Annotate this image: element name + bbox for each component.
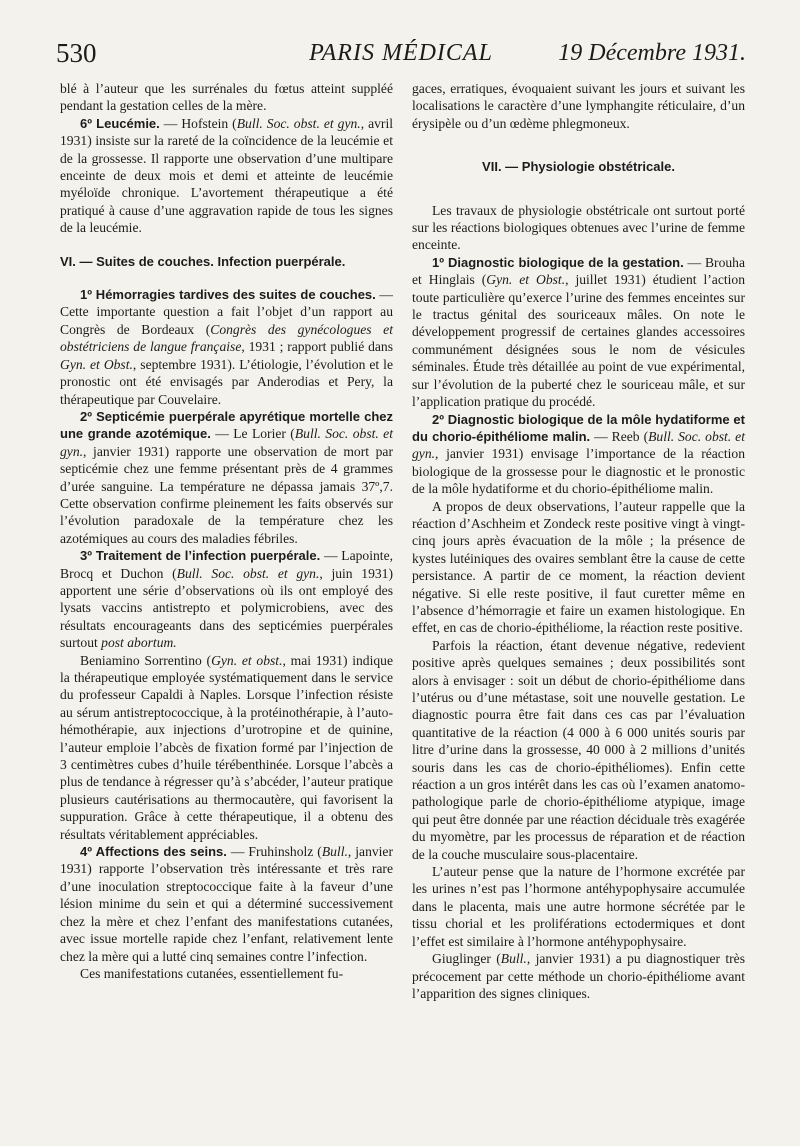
paragraph: Parfois la réaction, étant devenue négative, redevient positive après quelques semaines ; deux possibilités sont alors à envisager : soit un début de chorio-épithéliome dans l’utérus ou d’une métastase, soit une nouvelle gestation. Le diagnostic pourra être fait dans ces cas par l’évaluation quantitative de la réaction (4 000 à 6 000 unités souris par litre d’urine dans la grossesse, 40 000 à 2 millions d’unités souris dans les cas de chorio-épithéliomes). Enfin cette réaction a un gros intérêt dans les cas où l’examen anatomo-pathologique parle de chorio-épithéliome atypique, image qui peut être donnée par une réaction déciduale très exagérée du myomètre, par les processus de réparation et de réaction de la couche musculaire sous-placentaire. (412, 637, 745, 862)
citation: Gyn. et Obst. (486, 272, 566, 288)
paragraph-diagnostic-gestation: 1º Diagnostic biologique de la gestation. — Brouha et Hinglais (Gyn. et Obst., juillet 1931) étudient l’action toute particulière qu’exerce l’urine des femmes enceintes sur le tractus génital des souriceaux mâles. On note le développement progressif de certaines glandes accessoires communément désignées sous le nom de vésicules séminales. Étude très détaillée au point de vue expérimental, sur l’évolution de la puberté chez le souriceau mâle, et sur l’application pratique du procédé. (412, 254, 746, 410)
paragraph-sorrentino: Beniamino Sorrentino (Gyn. et obst., mai 1931) indique la thérapeutique employée systématiquement dans le service du professeur Capaldi à Naples. Lorsque l’infection résiste au sérum antistreptococcique, à la protéinothérapie, à l’auto-hémothérapie, aux injections d’urotropine et de quinine, l’auteur emploie l’abcès de fixation formé par l’injection de 3 centimètres cubes d’huile térébenthinée. Lorsque l’abcès a plus de tendance à régresser qu’à s’abcéder, l’auteur pratique plusieurs cautérisations au thermocautère, qui favorisent la suppuration. Grâce à cette thérapeutique, il a obtenu des résultats véritablement appréciables. (60, 652, 393, 842)
subheading: 6º Leucémie. (80, 115, 160, 131)
paragraph: Les travaux de physiologie obstétricale ont surtout porté sur les réactions biologiques obtenues avec l’urine de femme enceinte. (412, 202, 745, 253)
citation: Bull. Soc. obst. et gyn. (60, 426, 393, 459)
paragraph-leucemie: 6º Leucémie. — Hofstein (Bull. Soc. obst. et gyn., avril 1931) insiste sur la rareté de la coïncidence de la leucémie et de la grossesse. Il rapporte une observation d’une multipare enceinte de deux mois et demi et atteinte de leucémie myéloïde chronique. L’avortement thérapeutique a été pratiqué à cause d’une aggravation rapide de tous les signes de la leucémie. (60, 115, 393, 236)
section-heading-vi: VI. — Suites de couches. Infection puerpérale. (60, 253, 346, 269)
citation: Bull. Soc. obst. et gyn. (412, 428, 745, 462)
paragraph: A propos de deux observations, l’auteur rappelle que la réaction d’Aschheim et Zondeck reste positive vingt à vingt-cinq jours après évacuation de la môle ; la présence de kystes lutéiniques des ovaires semblant être la cause de cette persistance. A partir de ce moment, la réaction devient négative. Si elle reste positive, il faut curetter même en l’absence d’hémorragie et faire un examen histologique. En effet, en cas de chorio-épithéliome, la réaction reste positive. (412, 498, 745, 636)
page-header (56, 38, 746, 70)
citation: Bull. Soc. obst. et gyn. (176, 565, 320, 581)
subheading: 1º Diagnostic biologique de la gestation. (432, 254, 684, 270)
subheading: 2º Diagnostic biologique de la môle hydatiforme et du chorio-épithéliome malin. (412, 411, 745, 444)
issue-date: 19 Décembre 1931. (558, 40, 746, 66)
right-column (412, 80, 745, 1002)
paragraph: L’auteur pense que la nature de l’hormone excrétée par les urines n’est pas l’hormone antéhypophysaire accumulée dans le placenta, mais une autre hormone sécrétée par le tissu chorial et les proliférations ectodermiques et dont l’effet est similaire à l’hormone antéhypophysaire. (412, 864, 745, 949)
citation: Bull. (321, 844, 348, 860)
paragraph: gaces, erratiques, évoquaient suivant les jours et suivant les localisations le caractère d’une lymphangite réticulaire, d’un érysipèle ou d’un œdème phlegmoneux. (412, 81, 745, 131)
citation: Bull. Soc. obst. et gyn. (236, 115, 361, 131)
page-number: 530 (56, 38, 97, 68)
paragraph-giuglinger: Giuglinger (Bull., janvier 1931) a pu diagnostiquer très précocement par cette méthode un chorio-épithéliome avant l’apparition des signes cliniques. (412, 951, 745, 1001)
paragraph: Ces manifestations cutanées, essentiellement fu- (80, 965, 344, 981)
subheading: 2º Septicémie puerpérale apyrétique mortelle chez une grande azotémique. (60, 408, 393, 442)
journal-title: PARIS MÉDICAL (309, 40, 493, 66)
subheading: 3º Traitement de l’infection puerpérale. (80, 548, 321, 564)
citation: Congrès des gynécologues et obstétriciens de langue française (60, 321, 393, 355)
paragraph-septicemie: 2º Septicémie puerpérale apyrétique mortelle chez une grande azotémique. — Le Lorier (Bull. Soc. obst. et gyn., janvier 1931) rapporte une observation de mort par septicémie chez une femme présentant près de 4 grammes d’urée sanguine. La température ne dépassa jamais 37º,7. Cette observation confirme pleinement les faits observés sur l’évolution paradoxale de la température chez les azotémiques au cours des maladies fébriles. (60, 408, 393, 546)
section-heading-vii: VII. — Physiologie obstétricale. (482, 159, 675, 175)
paragraph-traitement: 3º Traitement de l’infection puerpérale. — Lapointe, Brocq et Duchon (Bull. Soc. obst. et gyn., juin 1931) apportent une série d’observations où ils ont employé des lysats vaccins antistrepto et polymicrobiens, avec des résultats encourageants dans des septicémies puerpérales surtout post abortum. (60, 548, 394, 651)
citation: Bull. (500, 951, 527, 967)
paragraph: blé à l’auteur que les surrénales du fœtus atteint suppléé pendant la gestation celles de la mère. (60, 81, 393, 114)
paragraph-hemorragies: 1º Hémorragies tardives des suites de couches. — Cette importante question a fait l’objet d’un rapport au Congrès de Bordeaux (Congrès des gynécologues et obstétriciens de langue française, 1931 ; rapport publié dans Gyn. et Obst., septembre 1931). L’étiologie, l’évolution et le pronostic ont été envisagés par Anderodias et Pery, la thérapeutique par Couvelaire. (60, 287, 393, 407)
citation: post abortum. (101, 635, 177, 651)
citation: Gyn. et Obst. (60, 356, 133, 372)
paragraph-diagnostic-mole: 2º Diagnostic biologique de la môle hydatiforme et du chorio-épithéliome malin. — Reeb (Bull. Soc. obst. et gyn., janvier 1931) envisage l’importance de la réaction biologique de la grossesse pour le diagnostic et le pronostic de la môle hydatiforme et du chorio-épithéliome malin. (412, 411, 745, 497)
paragraph-seins: 4º Affections des seins. — Fruhinsholz (Bull., janvier 1931) rapporte l’observation très intéressante et très rare d’une inoculation streptococcique faite à la faveur d’une lésion minime du sein et qui a déterminé successivement chez la mère et chez l’enfant des manifestations cutanées, avec issue mortelle rapide chez l’enfant, relativement lente chez la mère qui a lutté cinq semaines contre l’infection. (60, 844, 393, 964)
subheading: 1º Hémorragies tardives des suites de couches. (80, 287, 376, 303)
subheading: 4º Affections des seins. (80, 844, 227, 860)
citation: Gyn. et obst. (211, 652, 283, 668)
left-column (60, 80, 393, 982)
